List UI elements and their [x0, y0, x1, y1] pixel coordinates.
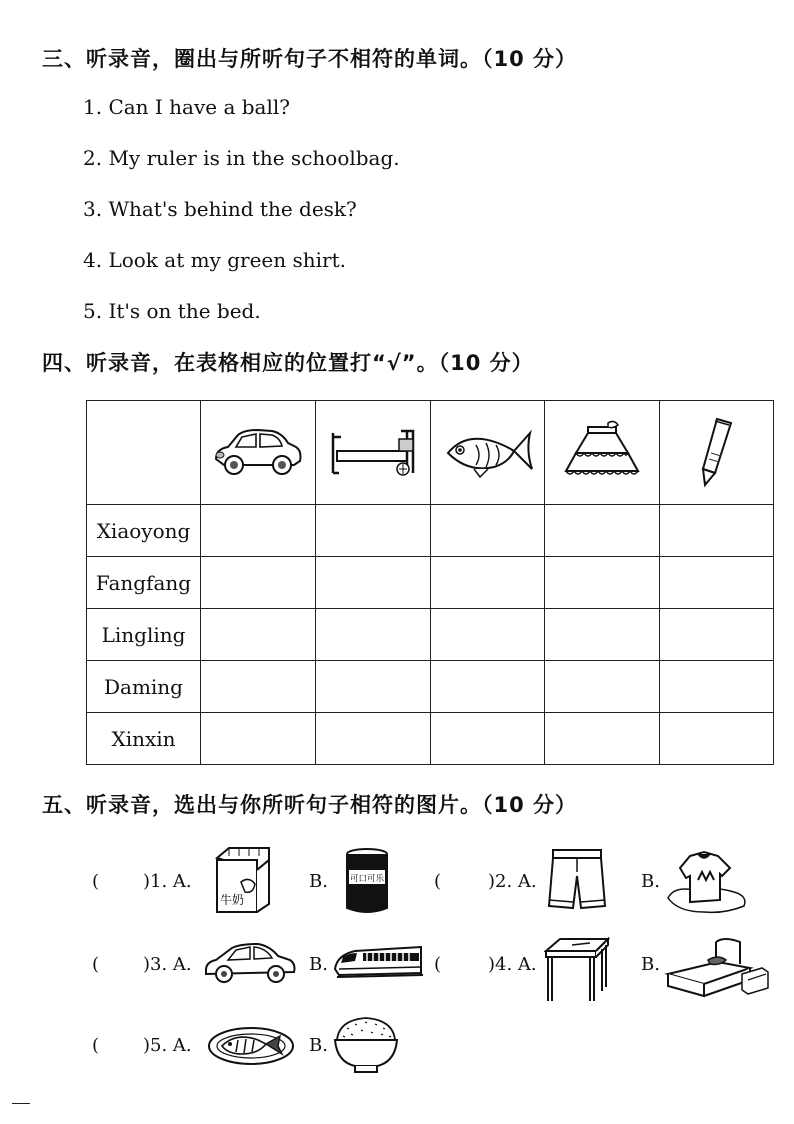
answer-cell[interactable]: [545, 505, 660, 557]
answer-bracket-4[interactable]: (: [434, 954, 442, 975]
answer-cell[interactable]: [316, 713, 431, 765]
answer-cell[interactable]: [660, 505, 774, 557]
name-cell: Xinxin: [87, 713, 201, 765]
q5-option-b-label: B.: [309, 1035, 328, 1056]
answer-cell[interactable]: [431, 661, 545, 713]
name-cell: Lingling: [87, 609, 201, 661]
q1-option-a[interactable]: [209, 846, 275, 914]
pencil-icon: [687, 413, 747, 489]
bed-icon: [664, 934, 770, 1002]
shorts-icon: [547, 846, 607, 912]
answer-cell[interactable]: [545, 713, 660, 765]
answer-cell[interactable]: [316, 557, 431, 609]
q2-option-b-label: B.: [641, 871, 660, 892]
answer-cell[interactable]: [431, 713, 545, 765]
milk-carton-icon: [209, 846, 275, 914]
train-icon: [333, 941, 425, 981]
car-icon: [202, 940, 298, 986]
q2-option-a[interactable]: [547, 846, 607, 912]
question-4-label: )4. A.: [488, 954, 537, 975]
bed-icon: [325, 423, 421, 479]
answer-cell[interactable]: [545, 557, 660, 609]
sentence-3: 3. What's behind the desk?: [83, 197, 357, 221]
section3-heading: 三、听录音，圈出与所听句子不相符的单词。（10 分）: [42, 47, 578, 71]
sentence-1: 1. Can I have a ball?: [83, 95, 290, 119]
q1-option-b[interactable]: [342, 848, 392, 914]
answer-cell[interactable]: [545, 609, 660, 661]
answer-cell[interactable]: [660, 609, 774, 661]
answer-cell[interactable]: [660, 713, 774, 765]
milk-label: 牛奶: [220, 893, 245, 907]
question-5-label: )5. A.: [143, 1035, 192, 1056]
skirt-icon: [554, 419, 650, 483]
desk-icon: [544, 935, 610, 1003]
answer-cell[interactable]: [201, 661, 316, 713]
car-icon: [210, 421, 306, 481]
answer-cell[interactable]: [660, 557, 774, 609]
question-2-label: )2. A.: [488, 871, 537, 892]
footer-mark: [12, 1103, 30, 1104]
section4-heading: 四、听录音，在表格相应的位置打“√”。（10 分）: [42, 351, 534, 375]
answer-cell[interactable]: [545, 661, 660, 713]
answer-cell[interactable]: [431, 505, 545, 557]
q4-option-b-label: B.: [641, 954, 660, 975]
header-fish: [431, 401, 545, 505]
header-skirt: [545, 401, 660, 505]
answer-bracket-5[interactable]: (: [92, 1035, 100, 1056]
name-cell: Fangfang: [87, 557, 201, 609]
fish-icon: [438, 423, 538, 479]
answer-cell[interactable]: [316, 661, 431, 713]
q3-option-b[interactable]: [333, 941, 425, 981]
sentence-4: 4. Look at my green shirt.: [83, 248, 346, 272]
answer-cell[interactable]: [201, 505, 316, 557]
answer-cell[interactable]: [201, 713, 316, 765]
q2-option-b[interactable]: [664, 846, 750, 916]
answer-cell[interactable]: [201, 557, 316, 609]
q3-option-b-label: B.: [309, 954, 328, 975]
header-car: [201, 401, 316, 505]
answer-cell[interactable]: [316, 609, 431, 661]
cola-label: 可口可乐: [350, 874, 385, 884]
answer-bracket-3[interactable]: (: [92, 954, 100, 975]
answer-cell[interactable]: [316, 505, 431, 557]
q3-option-a[interactable]: [202, 940, 298, 986]
name-cell: Daming: [87, 661, 201, 713]
q1-option-b-label: B.: [309, 871, 328, 892]
corner-cell: [87, 401, 201, 505]
q5-option-a[interactable]: [206, 1022, 296, 1068]
checkmark-table: [86, 400, 774, 765]
question-1-label: )1. A.: [143, 871, 192, 892]
answer-cell[interactable]: [431, 609, 545, 661]
header-bed: [316, 401, 431, 505]
fish-dish-icon: [206, 1022, 296, 1068]
answer-bracket-1[interactable]: (: [92, 871, 100, 892]
answer-cell[interactable]: [660, 661, 774, 713]
cola-can-icon: [342, 848, 392, 914]
question-3-label: )3. A.: [143, 954, 192, 975]
q4-option-a[interactable]: [544, 935, 610, 1003]
answer-cell[interactable]: [201, 609, 316, 661]
header-pencil: [660, 401, 774, 505]
rice-bowl-icon: [331, 1014, 401, 1074]
sentence-2: 2. My ruler is in the schoolbag.: [83, 146, 400, 170]
sentence-5: 5. It's on the bed.: [83, 299, 261, 323]
answer-cell[interactable]: [431, 557, 545, 609]
q5-option-b[interactable]: [331, 1014, 401, 1074]
shirt-icon: [664, 846, 750, 916]
section5-heading: 五、听录音，选出与你所听句子相符的图片。（10 分）: [42, 793, 578, 817]
name-cell: Xiaoyong: [87, 505, 201, 557]
answer-bracket-2[interactable]: (: [434, 871, 442, 892]
q4-option-b[interactable]: [664, 934, 770, 1002]
